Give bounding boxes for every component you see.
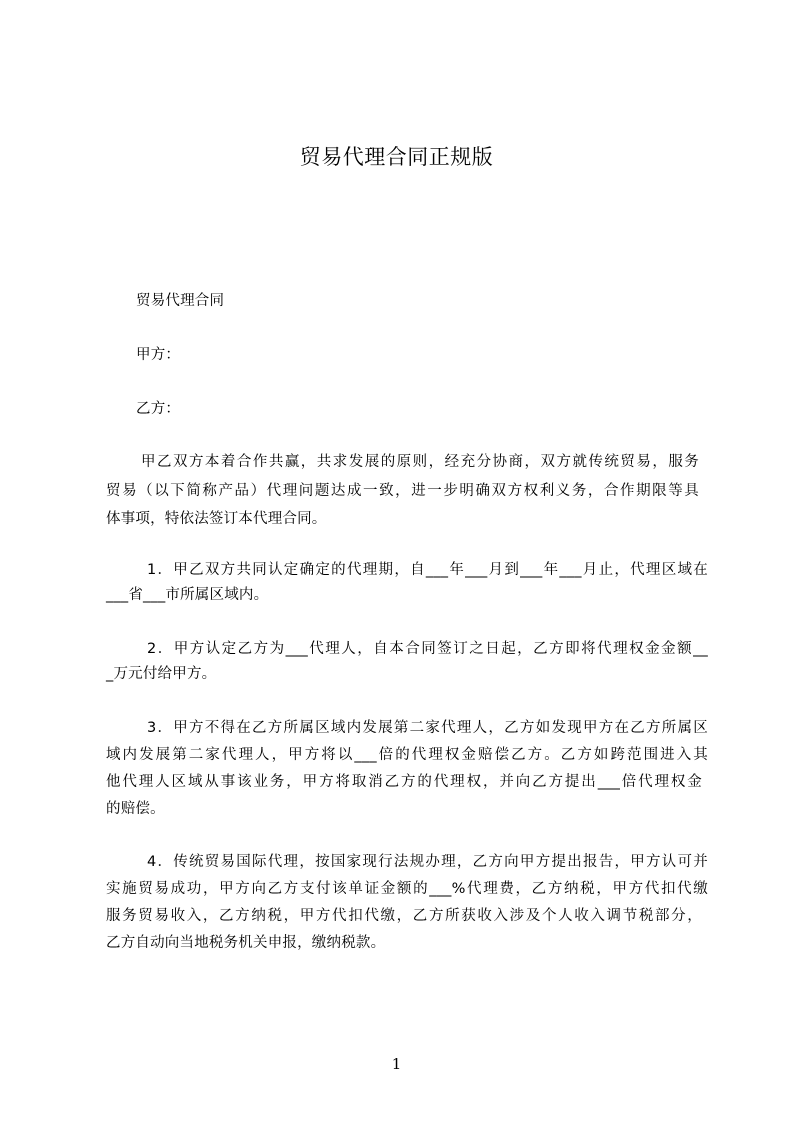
clause-3-line: 他代理人区域从事该业务，甲方将取消乙方的代理权，并向乙方提出___倍代理权金 <box>106 774 702 790</box>
clause-3-line: 域内发展第二家代理人，甲方将以___倍的代理权金赔偿乙方。乙方如跨范围进入其 <box>106 747 708 763</box>
party-b-label: 乙方： <box>136 401 181 417</box>
clause-3-line: 的赔偿。 <box>106 801 165 817</box>
document-title: 贸易代理合同正规版 <box>299 145 494 169</box>
clause-2-line: _万元付给甲方。 <box>106 666 217 682</box>
clause-4-line: 服务贸易收入，乙方纳税，甲方代扣代缴，乙方所获收入涉及个人收入调节税部分， <box>106 908 702 924</box>
clause-4-line: 实施贸易成功，甲方向乙方支付该单证金额的___%代理费，乙方纳税，甲方代扣代缴 <box>106 881 708 897</box>
intro-line: 体事项，特依法签订本代理合同。 <box>106 511 327 527</box>
contract-heading: 贸易代理合同 <box>136 293 225 309</box>
clause-1-line: ___省___市所属区域内。 <box>106 587 269 603</box>
intro-line: 甲乙双方本着合作共赢，共求发展的原则，经充分协商，双方就传统贸易，服务 <box>141 454 699 470</box>
clause-4-line: 乙方自动向当地税务机关申报，缴纳税款。 <box>106 935 386 951</box>
intro-line: 贸易（以下简称产品）代理问题达成一致，进一步明确双方权利义务，合作期限等具 <box>106 483 699 499</box>
party-a-label: 甲方： <box>136 347 181 363</box>
clause-2-line: 2．甲方认定乙方为___代理人，自本合同签订之日起，乙方即将代理权金金额__ <box>147 641 708 657</box>
clause-3-line: 3．甲方不得在乙方所属区域内发展第二家代理人，乙方如发现甲方在乙方所属区 <box>147 720 708 736</box>
page-number: 1 <box>391 1055 402 1073</box>
clause-4-line: 4．传统贸易国际代理，按国家现行法规办理，乙方向甲方提出报告，甲方认可并 <box>147 854 708 870</box>
clause-1-line: 1．甲乙双方共同认定确定的代理期，自___年___月到___年___月止，代理区域在 <box>147 562 708 578</box>
